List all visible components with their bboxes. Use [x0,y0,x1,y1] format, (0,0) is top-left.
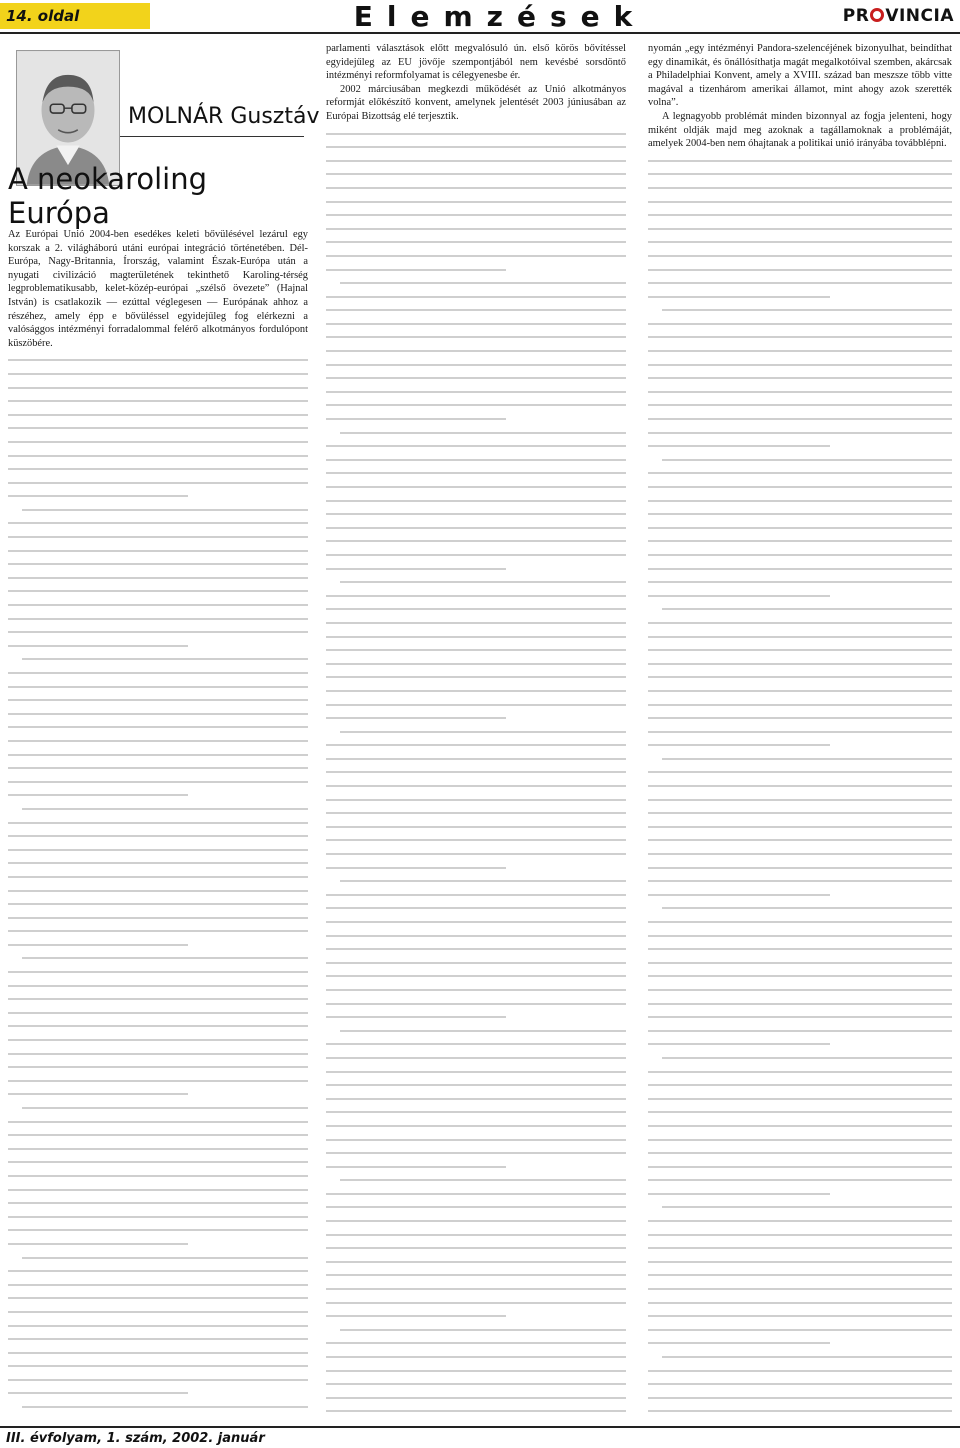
text-line [648,385,952,399]
text-line [326,358,626,372]
text-line [326,1037,626,1051]
text-line [648,752,952,766]
section-title: Elemzések [353,0,647,33]
text-line [648,670,952,684]
text-line [326,167,626,181]
text-line [8,1332,308,1346]
text-line [326,1350,626,1364]
text-line [648,1336,952,1350]
text-line [326,1309,626,1323]
text-line [648,630,952,644]
col1-text-continuation [8,353,308,1413]
text-line [8,1087,308,1101]
text-line [326,1173,626,1187]
text-line [648,1187,952,1201]
text-line [326,806,626,820]
col1-paragraph-1: Az Európai Unió 2004-ben esedékes keleti bővülésével lezárul egy korszak a 2. világháború utáni európai integráció történetében. Dél-Európa, Nagy-Britannia, Írország, valamint Észak-Európa után a nyugati civilizáció magterületének tekinthető Karoling-térség legproblematikusabb, kelet-közép-európai „szélső övezete” (Hajnal István) is csatlakozik — ezúttal véglegesen — Európának ahhoz a részéhez, amely épp e bővüléssel egyidejűleg fog elérkezni a valósággos intézményi forradalommal felérő alkotmányos fordulópont küszöbére. [8,229,308,349]
text-line [8,1196,308,1210]
text-line [326,1228,626,1242]
text-line [326,997,626,1011]
text-line [326,1092,626,1106]
article-column-2 [326,42,626,1420]
text-line [8,979,308,993]
text-line [326,439,626,453]
text-line [326,929,626,943]
text-line [8,1019,308,1033]
text-line [326,752,626,766]
text-line [648,222,952,236]
text-line [326,602,626,616]
text-line [648,915,952,929]
text-line [648,154,952,168]
text-line [648,1364,952,1378]
issue-info: III. évfolyam, 1. szám, 2002. január [6,1430,265,1446]
text-line [326,222,626,236]
text-line [8,449,308,463]
text-line [648,1105,952,1119]
text-line [648,249,952,263]
text-line [326,616,626,630]
text-line [648,1241,952,1255]
text-line [8,571,308,585]
text-line [326,765,626,779]
text-line [648,466,952,480]
text-line [648,1404,952,1418]
text-line [648,562,952,576]
text-line [326,833,626,847]
text-line [648,847,952,861]
text-line [648,969,952,983]
text-line [326,793,626,807]
text-line [326,1241,626,1255]
text-line [326,263,626,277]
text-line [326,1377,626,1391]
text-line [648,793,952,807]
text-line [648,494,952,508]
text-line [8,1047,308,1061]
text-line [326,589,626,603]
text-line [8,788,308,802]
text-line [648,263,952,277]
text-line [326,1364,626,1378]
text-line [8,1346,308,1360]
text-line [8,353,308,367]
text-line [8,1386,308,1400]
text-line [648,888,952,902]
text-line [648,1024,952,1038]
text-line [648,453,952,467]
text-line [326,195,626,209]
col3-text-continuation [648,154,952,1418]
text-line [648,439,952,453]
text-line [8,1115,308,1129]
text-line [648,1255,952,1269]
text-line [8,1251,308,1265]
text-line [648,684,952,698]
text-line [648,602,952,616]
text-line [8,612,308,626]
text-line [648,290,952,304]
text-line [326,1282,626,1296]
text-line [326,983,626,997]
text-line [326,1336,626,1350]
text-line [648,657,952,671]
text-line [8,748,308,762]
col3-paragraph-1: nyomán „egy intézményi Pandora-szelencéjének bizonyulhat, beindíthat egy dinamikát, és önállósíthatja magát megalkotóival szemben, akárcsak a Philadelphiai Konvent, amely a XVIII. század ban meszsze több vitte magával a tizenhárom amerikai államot, mint ahogy azok szerették volna”. [648,43,952,109]
text-line [648,276,952,290]
text-line [648,942,952,956]
text-line [648,929,952,943]
text-line [326,521,626,535]
text-line [326,779,626,793]
text-line [648,765,952,779]
text-line [326,290,626,304]
text-line [326,1010,626,1024]
text-line [648,1282,952,1296]
text-line [648,1200,952,1214]
col2-text-continuation [326,127,626,1418]
text-line [326,847,626,861]
text-line [326,1051,626,1065]
text-line [648,195,952,209]
text-line [326,1404,626,1418]
text-line [326,942,626,956]
text-line [326,317,626,331]
text-line [648,711,952,725]
text-line [8,557,308,571]
text-line [326,426,626,440]
text-line [648,330,952,344]
text-line [648,725,952,739]
text-line [8,1033,308,1047]
text-line [648,235,952,249]
brand-logo-start: PR [842,6,870,26]
text-line [8,680,308,694]
text-line [326,630,626,644]
text-line [8,1155,308,1169]
text-line [326,738,626,752]
text-line [326,534,626,548]
text-line [326,127,626,141]
text-line [648,1160,952,1174]
text-line [326,575,626,589]
text-line [648,358,952,372]
text-line [8,1237,308,1251]
text-line [326,657,626,671]
text-line [8,707,308,721]
text-line [648,412,952,426]
text-line [8,1264,308,1278]
text-line [8,639,308,653]
text-line [326,643,626,657]
text-line [648,1010,952,1024]
text-line [648,303,952,317]
text-line [648,1377,952,1391]
text-line [648,820,952,834]
text-line [8,462,308,476]
text-line [8,693,308,707]
text-line [326,303,626,317]
text-line [326,874,626,888]
text-line [326,670,626,684]
text-line [326,548,626,562]
text-line [8,1169,308,1183]
text-line [8,1359,308,1373]
text-line [326,901,626,915]
text-line [326,453,626,467]
text-line [648,861,952,875]
text-line [8,965,308,979]
text-line [648,167,952,181]
text-line [326,725,626,739]
text-line [8,856,308,870]
text-line [8,938,308,952]
text-line [8,1060,308,1074]
text-line [648,426,952,440]
text-line [326,1133,626,1147]
text-line [8,829,308,843]
text-line [326,562,626,576]
text-line [326,398,626,412]
text-line [326,711,626,725]
text-line [648,344,952,358]
page-number-label: 14. oldal [0,3,150,29]
author-name: MOLNÁR Gusztáv [128,104,320,129]
text-line [648,698,952,712]
text-line [648,1133,952,1147]
text-line [326,385,626,399]
text-line [8,720,308,734]
text-line [8,516,308,530]
text-line [8,652,308,666]
text-line [648,1092,952,1106]
text-line [648,738,952,752]
text-line [648,1228,952,1242]
text-line [326,330,626,344]
text-line [8,1142,308,1156]
brand-logo-end: VINCIA [885,6,954,26]
text-line [326,466,626,480]
text-line [326,969,626,983]
text-line [326,1146,626,1160]
text-line [648,1214,952,1228]
text-line [648,480,952,494]
col3-paragraph-2: A legnagyobb problémát minden bizonnyal az fogja jelenteni, hogy miként oldják majd meg azoknak a tagállamoknak a problémáját, amelyek 2004-ben nem óhajtanak a politikai unió irányába továbblépni. [648,110,952,150]
text-line [326,1187,626,1201]
text-line [8,884,308,898]
text-line [326,1200,626,1214]
text-line [8,734,308,748]
text-line [8,625,308,639]
text-line [8,584,308,598]
text-line [648,208,952,222]
text-line [8,1400,308,1414]
text-line [8,897,308,911]
text-line [8,530,308,544]
text-line [326,412,626,426]
text-line [326,1268,626,1282]
text-line [326,956,626,970]
text-line [648,1391,952,1405]
text-line [648,1268,952,1282]
text-line [8,761,308,775]
text-line [648,1173,952,1187]
text-line [648,1051,952,1065]
text-line [8,1210,308,1224]
text-line [648,575,952,589]
text-line [326,915,626,929]
text-line [326,249,626,263]
text-line [8,1278,308,1292]
article-column-1 [8,228,308,1420]
text-line [8,503,308,517]
text-line [648,956,952,970]
text-line [648,643,952,657]
text-line [8,1223,308,1237]
text-line [8,544,308,558]
text-line [326,480,626,494]
text-line [326,344,626,358]
text-line [648,983,952,997]
text-line [326,1214,626,1228]
text-line [326,1296,626,1310]
text-line [648,1065,952,1079]
text-line [326,820,626,834]
text-line [8,489,308,503]
text-line [326,1160,626,1174]
text-line [648,1078,952,1092]
text-line [648,548,952,562]
text-line [326,1323,626,1337]
text-line [648,317,952,331]
text-line [326,1119,626,1133]
text-line [8,1183,308,1197]
text-line [8,476,308,490]
text-line [8,951,308,965]
text-line [648,589,952,603]
text-line [8,992,308,1006]
text-line [326,507,626,521]
page-footer [0,1426,960,1448]
text-line [8,1006,308,1020]
text-line [8,843,308,857]
text-line [326,1024,626,1038]
text-line [326,181,626,195]
text-line [8,816,308,830]
text-line [648,1323,952,1337]
text-line [8,802,308,816]
text-line [8,598,308,612]
text-line [326,154,626,168]
text-line [8,394,308,408]
text-line [326,1391,626,1405]
article-column-3 [648,42,952,1420]
text-line [326,698,626,712]
text-line [326,371,626,385]
text-line [326,1255,626,1269]
text-line [648,779,952,793]
text-line [8,666,308,680]
text-line [648,507,952,521]
text-line [648,398,952,412]
text-line [8,1319,308,1333]
text-line [648,874,952,888]
text-line [8,381,308,395]
text-line [648,997,952,1011]
text-line [648,806,952,820]
text-line [8,911,308,925]
text-line [648,1350,952,1364]
text-line [648,534,952,548]
text-line [326,235,626,249]
text-line [8,1074,308,1088]
text-line [8,1305,308,1319]
author-divider [120,136,304,137]
text-line [648,616,952,630]
col2-paragraph-2: 2002 márciusában megkezdi működését az Unió alkotmányos reformját előkészítő konvent, amelynek jelentését 2003 júniusában az Európai Bizottság elé terjesztik. [326,83,626,122]
text-line [326,1065,626,1079]
text-line [8,1291,308,1305]
article-title: A neokaroling Európa [8,162,208,230]
text-line [648,1296,952,1310]
text-line [8,1373,308,1387]
col2-paragraph-1: parlamenti választások előtt megvalósuló ún. első körös bővítéssel egyidejűleg az EU jövője szempontjából nem kevésbé sorsdöntő intézményi reformfolyamat is célegyenesbe ér. [326,43,626,82]
text-line [8,870,308,884]
text-line [326,861,626,875]
brand-logo-o-icon [870,8,884,22]
text-line [326,208,626,222]
text-line [326,140,626,154]
text-line [8,924,308,938]
text-line [648,1119,952,1133]
text-line [648,521,952,535]
text-line [326,1078,626,1092]
text-line [648,833,952,847]
text-line [648,1146,952,1160]
text-line [8,1101,308,1115]
text-line [326,684,626,698]
text-line [326,494,626,508]
text-line [8,367,308,381]
text-line [648,1309,952,1323]
text-line [8,775,308,789]
page-header [0,0,960,34]
text-line [326,1105,626,1119]
text-line [326,276,626,290]
text-line [648,371,952,385]
text-line [648,901,952,915]
text-line [8,421,308,435]
text-line [326,888,626,902]
text-line [8,1128,308,1142]
text-line [648,1037,952,1051]
text-line [8,435,308,449]
brand-logo [830,6,960,26]
text-line [648,181,952,195]
text-line [8,408,308,422]
